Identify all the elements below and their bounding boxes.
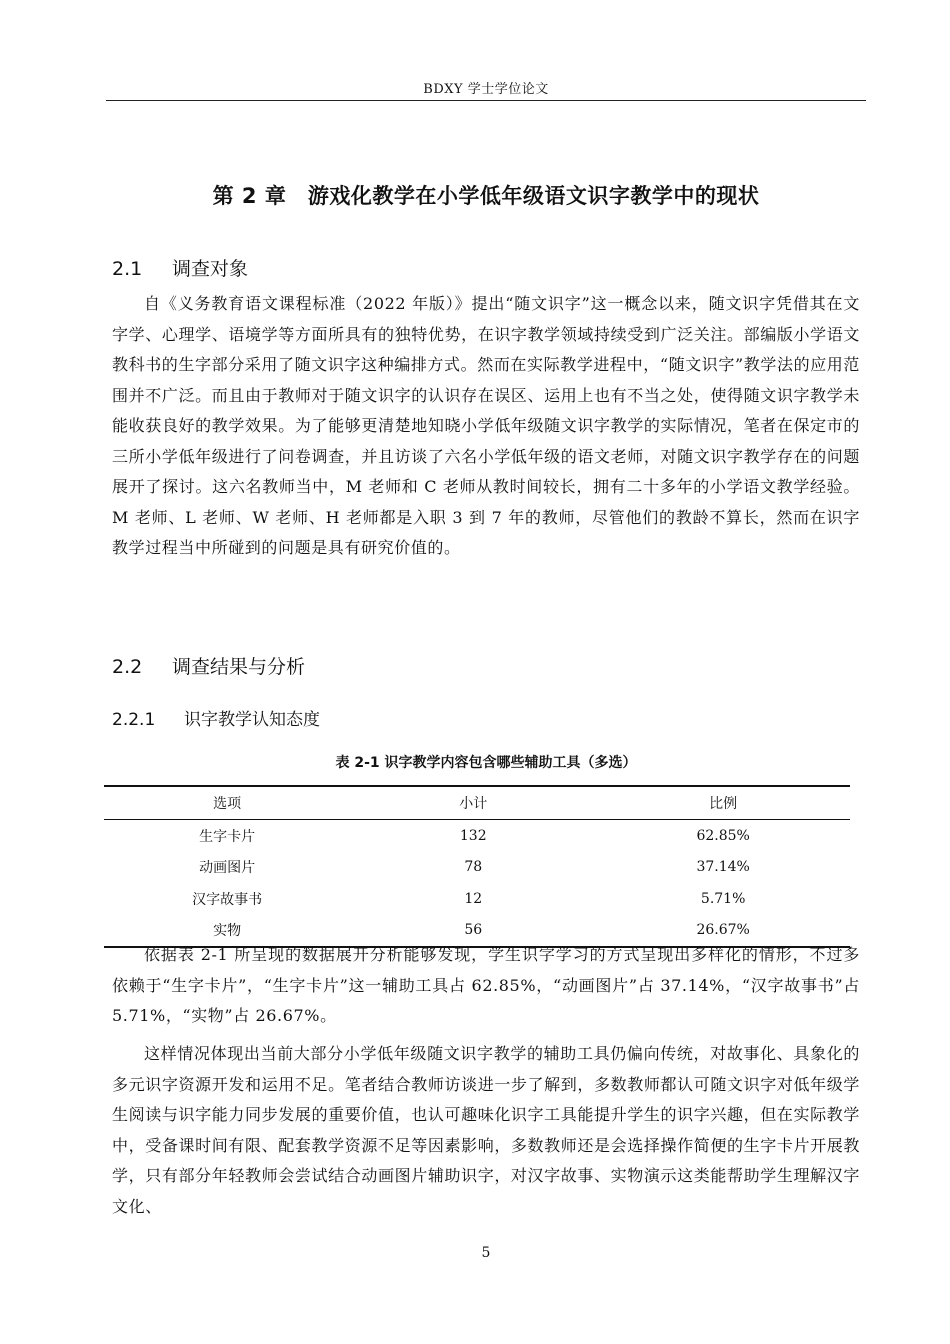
table-cell: 132 xyxy=(459,827,487,844)
column-header: 选项 xyxy=(104,786,350,820)
section-heading-2-1 xyxy=(112,254,248,281)
running-header: BDXY 学士学位论文 xyxy=(423,82,549,97)
paragraph-table-analysis: 依据表 2-1 所呈现的数据展开分析能够发现，学生识字学习的方式呈现出多样化的情形，不过多依赖于“生字卡片”，“生字卡片”这一辅助工具占 62.85%，“动画图片”占 37.14%，“汉字故事书”占 5.71%，“实物”占 26.67%。 xyxy=(112,945,860,1025)
page-number: 5 xyxy=(481,1245,491,1261)
aid-tools-table xyxy=(104,785,850,948)
table-cell: 56 xyxy=(350,915,596,948)
table-cell: 62.85% xyxy=(696,827,750,844)
section-title: 识字教学认知态度 xyxy=(184,710,320,730)
table-row xyxy=(104,820,850,852)
section-heading-2-2 xyxy=(112,652,305,679)
table-cell: 78 xyxy=(464,859,483,876)
table-cell: 12 xyxy=(464,890,483,907)
section-title: 调查结果与分析 xyxy=(172,656,306,678)
table-cell: 生字卡片 xyxy=(199,828,256,845)
table-cell: 37.14% xyxy=(696,859,750,876)
section-number: 2.2.1 xyxy=(112,710,156,730)
table-cell: 5.71% xyxy=(700,890,746,907)
table-cell: 汉字故事书 xyxy=(192,891,263,908)
column-header: 小计 xyxy=(350,786,596,820)
table-cell: 26.67% xyxy=(596,915,850,948)
section-title: 调查对象 xyxy=(172,258,249,280)
paragraph-interview-findings: 这样情况体现出当前大部分小学低年级随文识字教学的辅助工具仍偏向传统，对故事化、具象化的多元识字资源开发和运用不足。笔者结合教师访谈进一步了解到，多数教师都认可随文识字对低年级学生阅读与识字能力同步发展的重要价值，也认可趣味化识字工具能提升学生的识字兴趣，但在实际教学中，受备课时间有限、配套教学资源不足等因素影响，多数教师还是会选择操作简便的生字卡片开展教学，只有部分年轻教师会尝试结合动画图片辅助识字，对汉字故事、实物演示这类能帮助学生理解汉字文化、 xyxy=(112,1044,860,1216)
table-row xyxy=(104,852,850,884)
section-number: 2.2 xyxy=(112,656,143,678)
section-heading-2-2-1 xyxy=(112,705,320,730)
table-cell: 动画图片 xyxy=(199,860,256,877)
table-cell: 实物 xyxy=(104,915,350,948)
column-header: 比例 xyxy=(596,786,850,820)
chapter-title: 第 2 章 游戏化教学在小学低年级语文识字教学中的现状 xyxy=(212,184,760,208)
table-caption: 表 2-1 识字教学内容包含哪些辅助工具（多选） xyxy=(335,755,637,771)
paragraph-survey-subjects: 自《义务教育语文课程标准（2022 年版）》提出“随文识字”这一概念以来，随文识字凭借其在文字学、心理学、语境学等方面所具有的独特优势，在识字教学领域持续受到广泛关注。部编版小学语文教科书的生字部分采用了随文识字这种编排方式。然而在实际教学进程中，“随文识字”教学法的应用范围并不广泛。而且由于教师对于随文识字的认识存在误区、运用上也有不当之处，使得随文识字教学未能收获良好的教学效果。为了能够更清楚地知晓小学低年级随文识字教学的实际情况，笔者在保定市的三所小学低年级进行了问卷调查，并且访谈了六名小学低年级的语文老师，对随文识字教学存在的问题展开了探讨。这六名教师当中，M 老师和 C 老师从教时间较长，拥有二十多年的小学语文教学经验。M 老师、L 老师、W 老师、H 老师都是入职 3 到 7 年的教师，尽管他们的教龄不算长，然而在识字教学过程当中所碰到的问题是具有研究价值的。 xyxy=(112,294,860,557)
header-rule xyxy=(106,100,866,101)
table-row xyxy=(104,883,850,915)
table-header-row xyxy=(104,786,850,820)
section-number: 2.1 xyxy=(112,258,143,280)
